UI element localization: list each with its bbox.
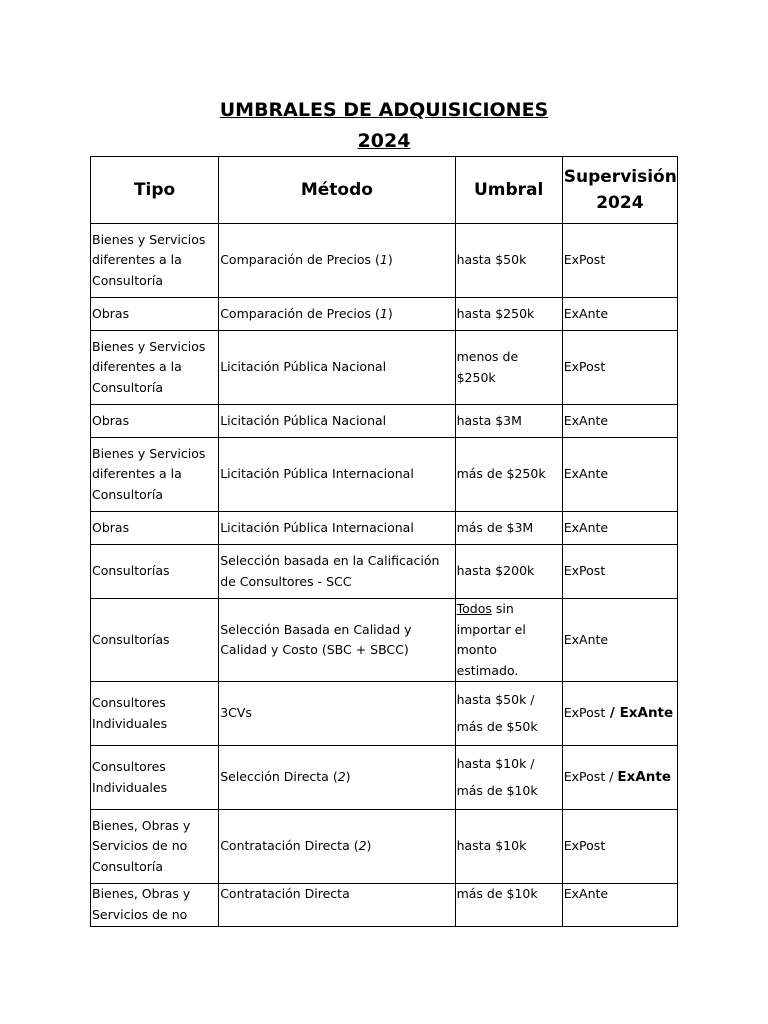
metodo-text: Comparación de Precios (: [220, 252, 380, 268]
umbral-underlined-word: Todos: [456, 601, 492, 616]
cell-supervision: [562, 682, 677, 746]
cell-metodo: Selección basada en la Calificación de Consultores - SCC: [219, 545, 455, 599]
thresholds-table: [90, 156, 678, 927]
cell-umbral: hasta $10k: [455, 810, 562, 884]
table-row: [91, 512, 678, 545]
cell-metodo: Licitación Pública Nacional: [219, 405, 455, 438]
cell-supervision: ExPost: [562, 331, 677, 405]
table-row: [91, 682, 678, 746]
metodo-text: Contratación Directa (: [220, 838, 359, 854]
header-umbral: Umbral: [455, 157, 562, 224]
cell-supervision: ExAnte: [562, 599, 677, 682]
cell-umbral: más de $250k: [455, 438, 562, 512]
cell-metodo: Licitación Pública Internacional: [219, 512, 455, 545]
metodo-text-end: ): [345, 769, 351, 785]
metodo-text-end: ): [366, 838, 372, 854]
table-row: [91, 810, 678, 884]
cell-supervision: ExPost: [562, 810, 677, 884]
cell-umbral: [455, 746, 562, 810]
table-row: [91, 438, 678, 512]
cell-tipo: Consultorías: [91, 599, 219, 682]
cell-tipo: Obras: [91, 298, 219, 331]
cell-metodo: [219, 224, 455, 298]
cell-supervision: ExPost: [562, 545, 677, 599]
table-row: [91, 545, 678, 599]
footnote-ref: 2: [337, 769, 346, 785]
cell-supervision: ExAnte: [562, 298, 677, 331]
cell-umbral: [455, 599, 562, 682]
cell-metodo: Selección Basada en Calidad y Calidad y Costo (SBC + SBCC): [219, 599, 455, 682]
supervision-separator: /: [605, 705, 620, 722]
cell-umbral: menos de $250k: [455, 331, 562, 405]
umbral-rest-text: sin importar el monto estimado.: [456, 601, 526, 678]
cell-umbral: más de $3M: [455, 512, 562, 545]
supervision-separator: /: [605, 769, 618, 785]
table-row: [91, 884, 678, 927]
header-metodo: Método: [219, 157, 455, 224]
cell-tipo: Obras: [91, 405, 219, 438]
header-tipo: Tipo: [91, 157, 219, 224]
cell-tipo: Bienes y Servicios diferentes a la Consultoría: [91, 331, 219, 405]
table-header-row: [91, 157, 678, 224]
cell-tipo: Bienes, Obras y Servicios de no Consultoría: [91, 810, 219, 884]
cell-umbral: hasta $3M: [455, 405, 562, 438]
cell-umbral: hasta $200k: [455, 545, 562, 599]
cell-umbral: [455, 682, 562, 746]
supervision-exante: ExAnte: [619, 705, 674, 722]
cell-metodo: Licitación Pública Internacional: [219, 438, 455, 512]
cell-tipo: Consultorías: [91, 545, 219, 599]
metodo-text: Comparación de Precios (: [220, 305, 380, 321]
footnote-ref: 1: [379, 252, 388, 268]
cell-supervision: ExAnte: [562, 405, 677, 438]
metodo-text-end: ): [387, 252, 393, 268]
cell-supervision: ExAnte: [562, 438, 677, 512]
header-supervision-line1: Supervisión: [563, 167, 677, 187]
umbral-line-2: más de $10k: [456, 782, 538, 798]
umbral-line-1: hasta $10k /: [456, 756, 535, 771]
cell-metodo: Contratación Directa: [219, 884, 455, 927]
umbral-line-2: más de $50k: [456, 718, 538, 734]
cell-metodo: 3CVs: [219, 682, 455, 746]
cell-tipo: Consultores Individuales: [91, 682, 219, 746]
cell-tipo: Bienes y Servicios diferentes a la Consultoría: [91, 438, 219, 512]
cell-metodo: [219, 298, 455, 331]
cell-umbral: más de $10k: [455, 884, 562, 927]
cell-umbral: hasta $50k: [455, 224, 562, 298]
title-line-2: 2024: [357, 130, 411, 152]
umbral-line-1: hasta $50k /: [456, 692, 535, 707]
table-row: [91, 405, 678, 438]
table-row: [91, 599, 678, 682]
cell-tipo: Consultores Individuales: [91, 746, 219, 810]
cell-umbral: hasta $250k: [455, 298, 562, 331]
table-row: [91, 298, 678, 331]
cell-metodo: Licitación Pública Nacional: [219, 331, 455, 405]
title-line-1: UMBRALES DE ADQUISICIONES: [219, 99, 549, 121]
cell-supervision: ExAnte: [562, 884, 677, 927]
table-row: [91, 224, 678, 298]
supervision-expost: ExPost: [563, 705, 606, 721]
footnote-ref: 2: [358, 838, 367, 854]
metodo-text: Selección Directa (: [220, 769, 338, 785]
table-row: [91, 746, 678, 810]
metodo-text-end: ): [387, 305, 393, 321]
supervision-exante: ExAnte: [617, 769, 671, 786]
document-title: [0, 95, 768, 157]
cell-metodo: [219, 810, 455, 884]
header-supervision-line2: 2024: [596, 193, 644, 213]
cell-supervision: ExPost: [562, 224, 677, 298]
cell-tipo: Bienes, Obras y Servicios de no: [91, 884, 219, 927]
cell-tipo: Obras: [91, 512, 219, 545]
table-row: [91, 331, 678, 405]
cell-tipo: Bienes y Servicios diferentes a la Consultoría: [91, 224, 219, 298]
footnote-ref: 1: [379, 305, 388, 321]
supervision-expost: ExPost: [563, 769, 606, 785]
cell-supervision: [562, 746, 677, 810]
cell-metodo: [219, 746, 455, 810]
cell-supervision: ExAnte: [562, 512, 677, 545]
header-supervision: [562, 157, 677, 224]
